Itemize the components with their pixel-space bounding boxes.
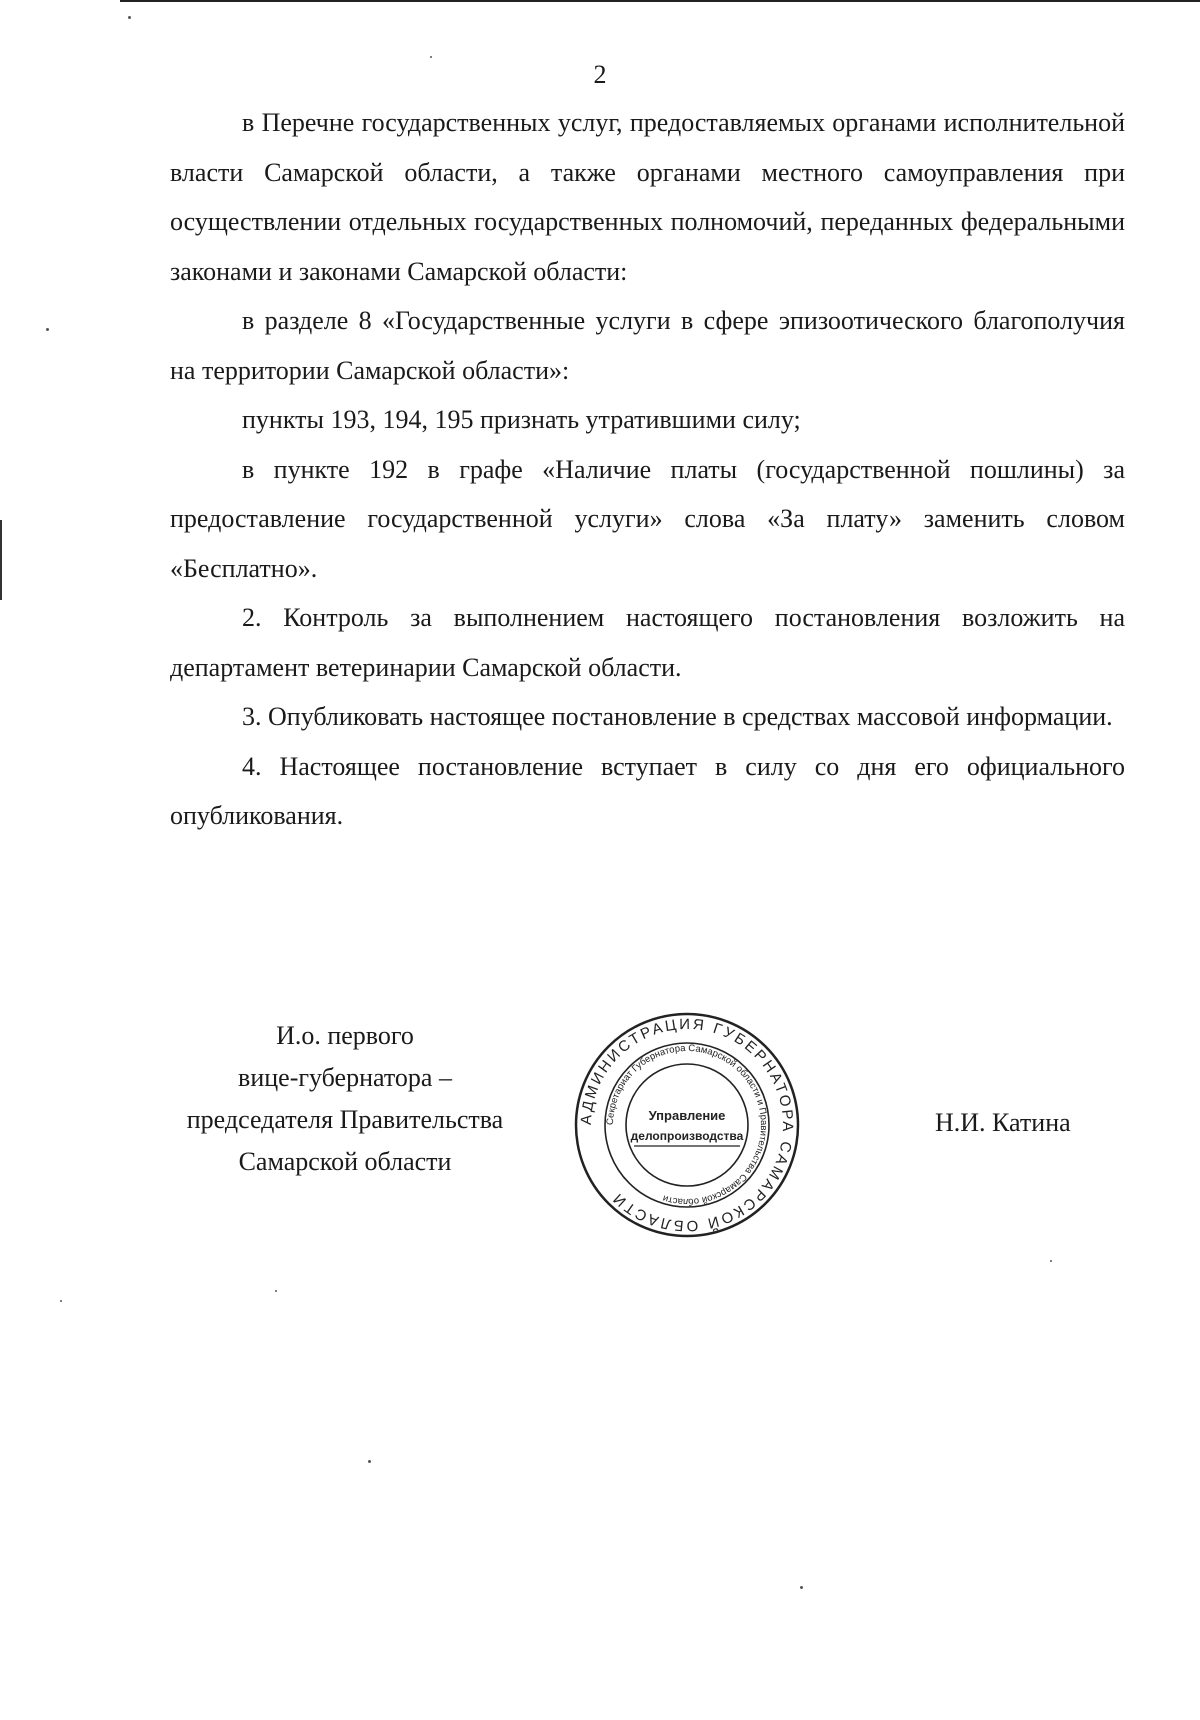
scan-speck — [1050, 1260, 1052, 1262]
signer-title-line: председателя Правительства — [186, 1105, 504, 1134]
signer-title-line: И.о. первого — [276, 1021, 414, 1050]
paragraph-list-intro: в Перечне государственных услуг, предоставляемых органами исполнительной власти Самарской области, а также органами местного самоуправления при осуществлении отдельных государственных полномочий, переданных федеральными законами и законами Самарской области: — [170, 108, 1125, 286]
scan-speck — [46, 328, 49, 331]
signer-title-line: вице-губернатора – — [238, 1063, 452, 1092]
stamp-center-line-2: делопроизводства — [630, 1129, 744, 1143]
top-border-line — [120, 0, 1200, 2]
signer-title — [150, 1015, 540, 1183]
paragraph-publish: 3. Опубликовать настоящее постановление в средствах массовой информации. — [242, 702, 1113, 731]
stamp-inner-text: Секретариат Губернатора Самарской области и Правительства Самарской области — [604, 1042, 770, 1208]
official-stamp — [572, 1010, 802, 1240]
signer-title-line: Самарской области — [238, 1147, 452, 1176]
scan-edge-mark — [0, 520, 2, 600]
signer-name: Н.И. Катина — [935, 1108, 1071, 1137]
paragraph-items-repealed: пункты 193, 194, 195 признать утратившими силу; — [242, 405, 801, 434]
paragraph-effective: 4. Настоящее постановление вступает в силу со дня его официального опубликования. — [170, 751, 1125, 830]
scan-speck — [275, 1290, 277, 1292]
paragraph-section-8: в разделе 8 «Государственные услуги в сфере эпизоотического благополучия на территории Самарской области»: — [170, 306, 1125, 385]
scan-speck — [800, 1586, 803, 1589]
paragraph-item-192: в пункте 192 в графе «Наличие платы (государственной пошлины) за предоставление государственной услуги» слова «За плату» заменить словом «Бесплатно». — [170, 454, 1125, 583]
scan-speck — [128, 16, 131, 19]
page-number: 2 — [593, 60, 607, 89]
stamp-seal-icon — [572, 1010, 802, 1240]
document-body — [170, 98, 1125, 841]
stamp-outer-text: АДМИНИСТРАЦИЯ ГУБЕРНАТОРА САМАРСКОЙ ОБЛАСТИ — [577, 1015, 797, 1235]
scan-speck — [430, 56, 432, 58]
paragraph-control: 2. Контроль за выполнением настоящего постановления возложить на департамент ветеринарии Самарской области. — [170, 603, 1125, 682]
stamp-center-line-1: Управление — [648, 1108, 726, 1123]
scan-speck — [60, 1300, 62, 1302]
scan-speck — [368, 1460, 371, 1463]
